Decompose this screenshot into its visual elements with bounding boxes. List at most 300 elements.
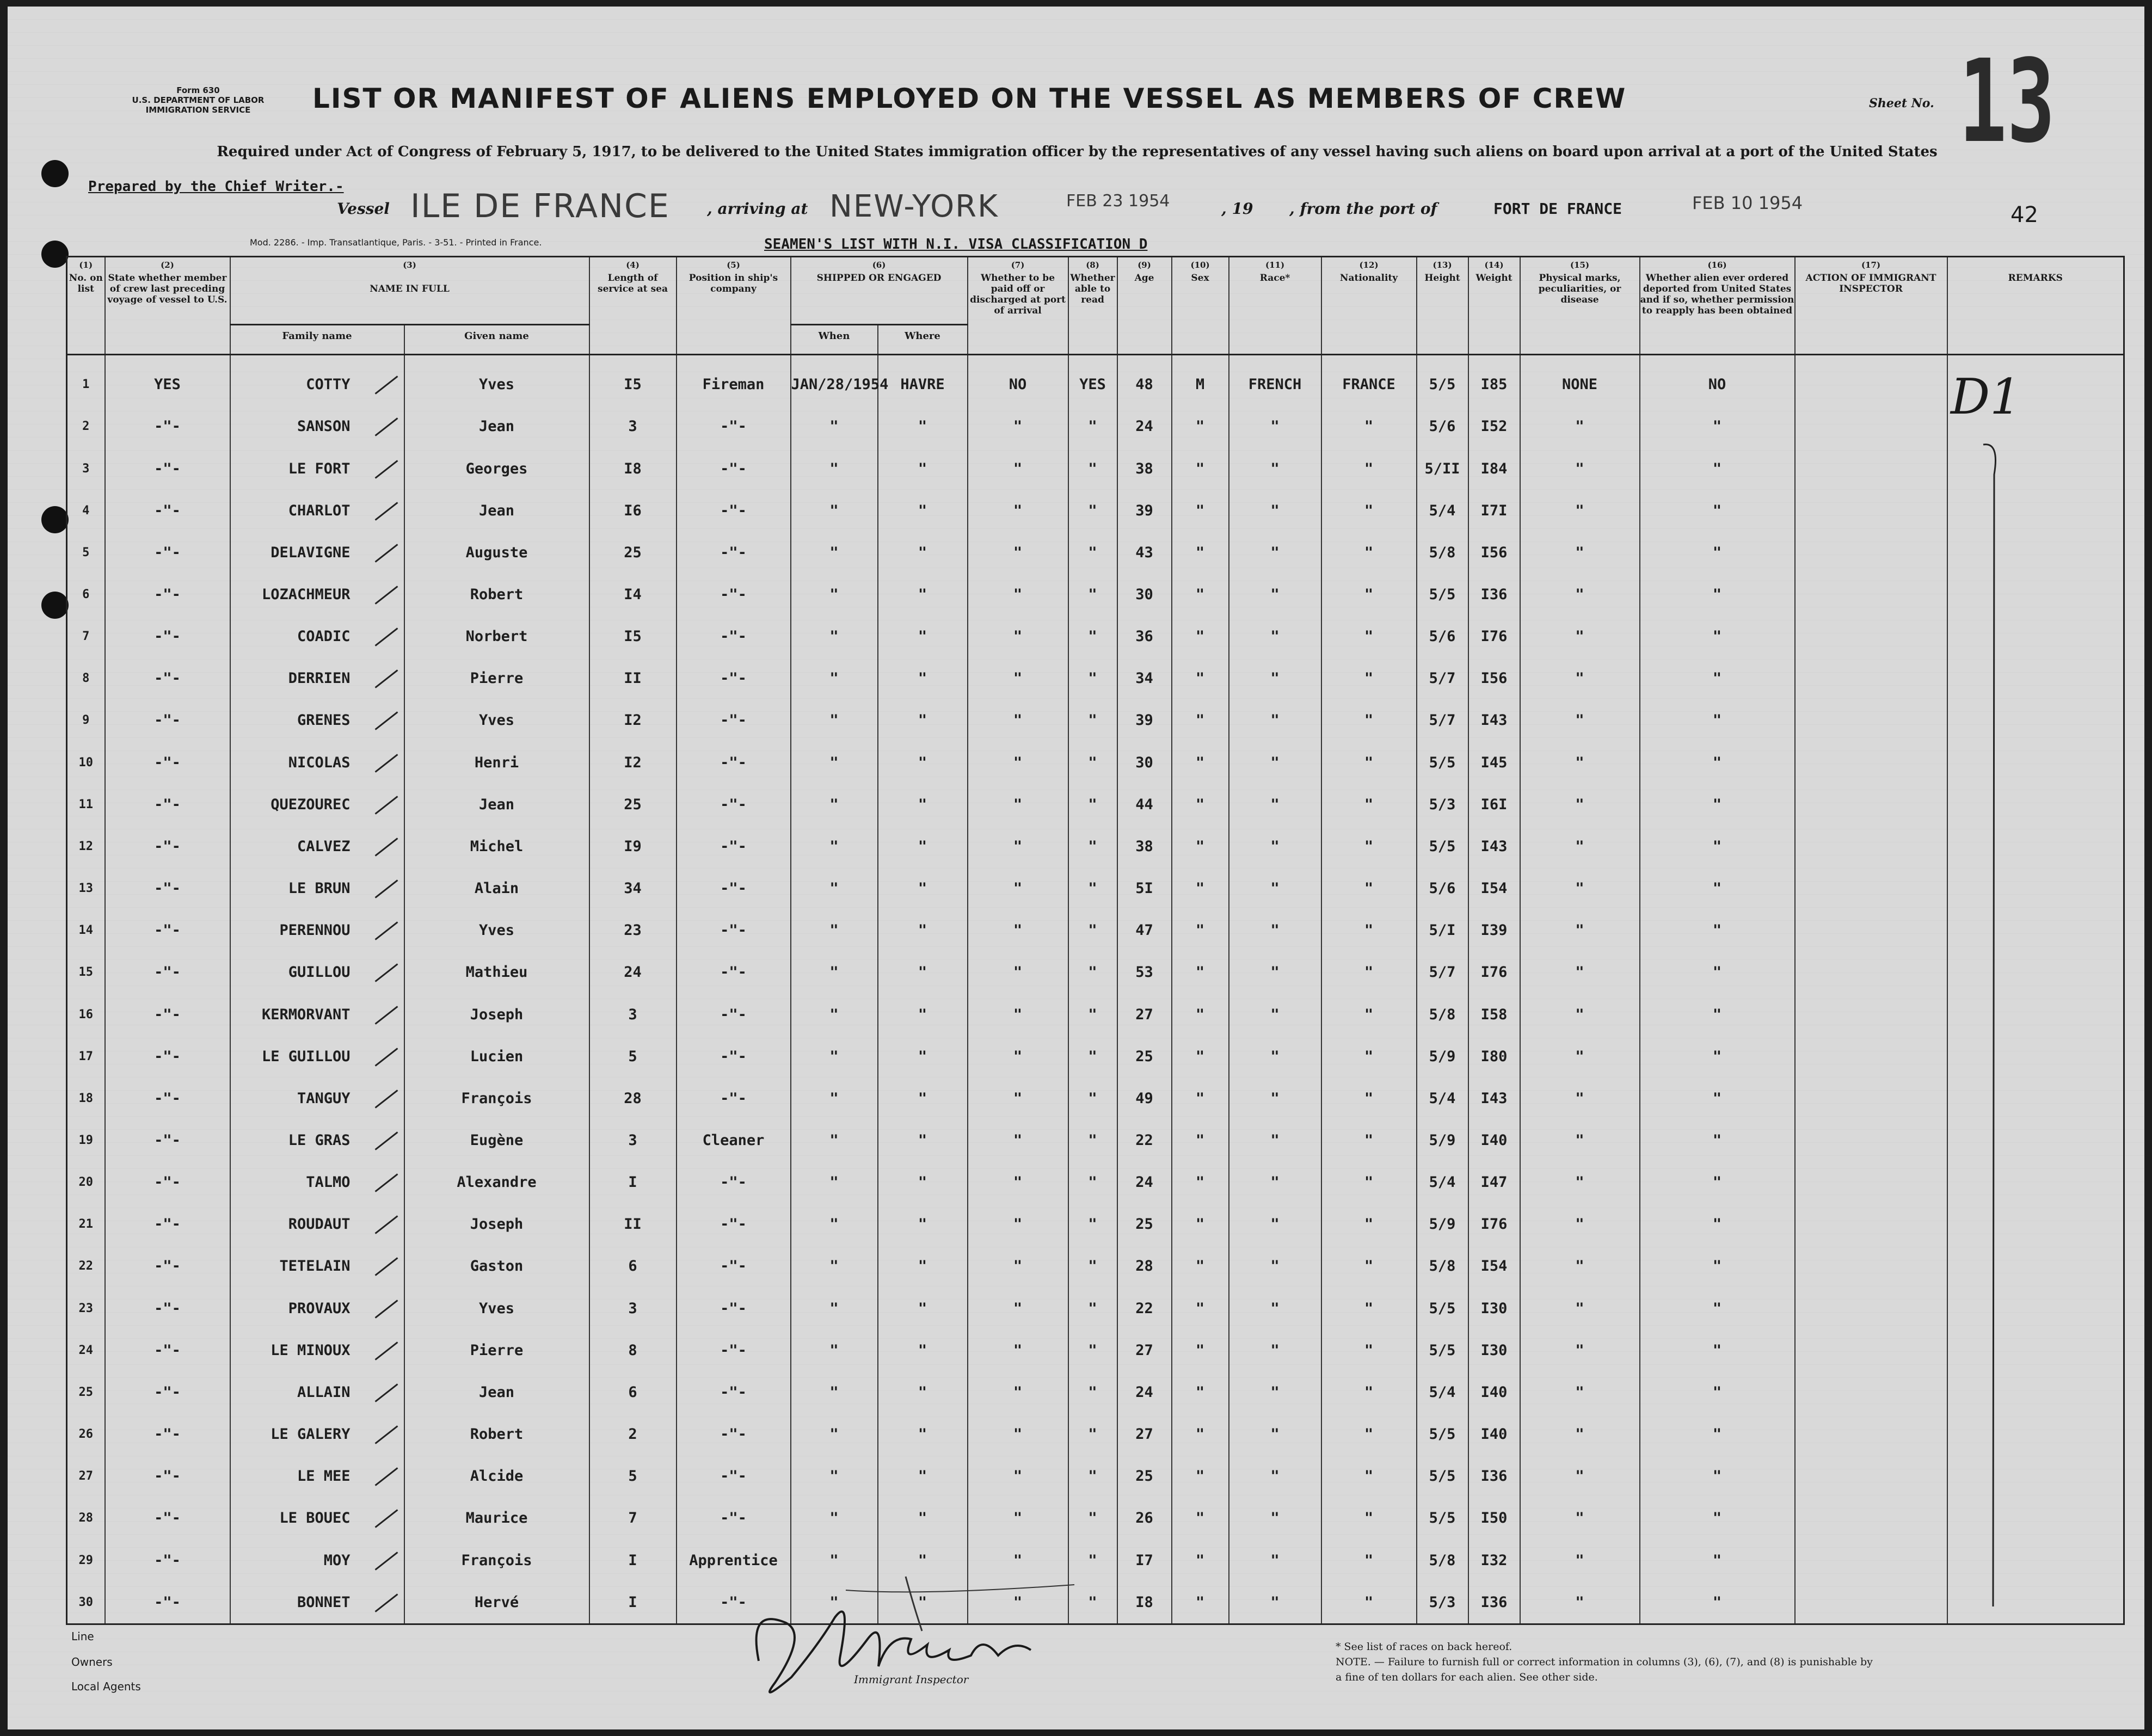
- check-mark-icon: [374, 1383, 398, 1402]
- cell-crew-status: -"-: [105, 490, 230, 532]
- cell-list-no: 7: [67, 615, 105, 657]
- cell-given-name: Jean: [404, 490, 589, 532]
- cell-weight: I7I: [1468, 490, 1520, 532]
- cell-weight: I36: [1468, 574, 1520, 615]
- cell-given-name: Gaston: [404, 1245, 589, 1287]
- cell-weight: I43: [1468, 826, 1520, 867]
- cell-inspector-action: [1795, 405, 1947, 447]
- cell-weight: I39: [1468, 909, 1520, 951]
- cell-paid-off: ": [968, 405, 1068, 447]
- cell-able-to-read: ": [1068, 742, 1117, 784]
- departure-port: FORT DE FRANCE: [1493, 200, 1622, 218]
- check-mark-icon: [374, 1552, 398, 1570]
- cell-given-name: Alain: [404, 867, 589, 909]
- cell-race: ": [1229, 742, 1321, 784]
- cell-height: 5/8: [1417, 1245, 1468, 1287]
- cell-deported: ": [1640, 867, 1795, 909]
- cell-service-length: I6: [589, 490, 677, 532]
- cell-deported: NO: [1640, 355, 1795, 406]
- cell-nationality: ": [1321, 1288, 1417, 1329]
- cell-remarks: [1947, 993, 2124, 1035]
- cell-service-length: I8: [589, 447, 677, 489]
- crew-row: [67, 993, 2124, 1035]
- cell-deported: ": [1640, 699, 1795, 741]
- cell-able-to-read: ": [1068, 447, 1117, 489]
- cell-sex: ": [1172, 826, 1229, 867]
- check-mark-icon: [374, 754, 398, 772]
- cell-shipped-when: ": [791, 657, 878, 699]
- cell-list-no: 9: [67, 699, 105, 741]
- crew-rows: [67, 355, 2124, 1624]
- check-mark-icon: [374, 1593, 398, 1612]
- cell-service-length: I: [589, 1581, 677, 1624]
- cell-family-name: CHARLOT: [230, 490, 404, 532]
- cell-inspector-action: [1795, 1036, 1947, 1078]
- cell-age: I7: [1117, 1539, 1172, 1581]
- cell-deported: ": [1640, 1581, 1795, 1624]
- cell-physical-marks: ": [1520, 1288, 1640, 1329]
- cell-shipped-where: ": [878, 1036, 968, 1078]
- cell-race: ": [1229, 1203, 1321, 1245]
- cell-position: -"-: [677, 1203, 791, 1245]
- cell-shipped-where: ": [878, 532, 968, 574]
- col-crew-status: (2) State whether member of crew last preceding voyage of vessel to U.S.: [105, 257, 230, 355]
- cell-age: 38: [1117, 447, 1172, 489]
- cell-shipped-when: ": [791, 826, 878, 867]
- cell-service-length: I2: [589, 699, 677, 741]
- cell-sex: ": [1172, 1329, 1229, 1371]
- service: IMMIGRATION SERVICE: [145, 105, 251, 115]
- crew-row: [67, 951, 2124, 993]
- cell-nationality: ": [1321, 784, 1417, 826]
- cell-height: 5/5: [1417, 1288, 1468, 1329]
- cell-paid-off: ": [968, 615, 1068, 657]
- cell-nationality: ": [1321, 1245, 1417, 1287]
- cell-nationality: ": [1321, 447, 1417, 489]
- cell-list-no: 20: [67, 1161, 105, 1203]
- cell-sex: ": [1172, 951, 1229, 993]
- cell-nationality: ": [1321, 826, 1417, 867]
- cell-inspector-action: [1795, 826, 1947, 867]
- cell-remarks: [1947, 574, 2124, 615]
- cell-nationality: ": [1321, 574, 1417, 615]
- cell-family-name: LE FORT: [230, 447, 404, 489]
- cell-race: ": [1229, 784, 1321, 826]
- cell-age: 27: [1117, 993, 1172, 1035]
- cell-physical-marks: ": [1520, 1245, 1640, 1287]
- cell-age: 24: [1117, 1371, 1172, 1413]
- cell-weight: I85: [1468, 355, 1520, 406]
- cell-family-name: DELAVIGNE: [230, 532, 404, 574]
- cell-nationality: ": [1321, 951, 1417, 993]
- cell-inspector-action: [1795, 951, 1947, 993]
- cell-height: 5/6: [1417, 615, 1468, 657]
- cell-race: ": [1229, 1371, 1321, 1413]
- cell-crew-status: -"-: [105, 1203, 230, 1245]
- cell-position: -"-: [677, 951, 791, 993]
- cell-crew-status: -"-: [105, 574, 230, 615]
- check-mark-icon: [374, 712, 398, 730]
- cell-given-name: Yves: [404, 909, 589, 951]
- cell-paid-off: ": [968, 1371, 1068, 1413]
- crew-row: [67, 447, 2124, 489]
- from-port-label: , from the port of: [1289, 200, 1437, 218]
- cell-paid-off: ": [968, 909, 1068, 951]
- cell-given-name: Pierre: [404, 1329, 589, 1371]
- manifest-title: LIST OR MANIFEST OF ALIENS EMPLOYED ON THE VESSEL AS MEMBERS OF CREW: [312, 83, 1627, 114]
- cell-inspector-action: [1795, 1288, 1947, 1329]
- cell-service-length: 3: [589, 1119, 677, 1161]
- crew-row: [67, 1288, 2124, 1329]
- cell-paid-off: ": [968, 1245, 1068, 1287]
- cell-race: ": [1229, 909, 1321, 951]
- col-remarks: REMARKS: [1947, 257, 2124, 355]
- check-mark-icon: [374, 627, 398, 646]
- cell-service-length: 28: [589, 1078, 677, 1119]
- check-mark-icon: [374, 922, 398, 940]
- check-mark-icon: [374, 670, 398, 688]
- cell-shipped-when: ": [791, 405, 878, 447]
- cell-sex: ": [1172, 1288, 1229, 1329]
- cell-height: 5/5: [1417, 1455, 1468, 1497]
- cell-paid-off: ": [968, 1078, 1068, 1119]
- cell-crew-status: -"-: [105, 1288, 230, 1329]
- cell-weight: I56: [1468, 532, 1520, 574]
- cell-sex: ": [1172, 1581, 1229, 1624]
- cell-list-no: 26: [67, 1413, 105, 1455]
- cell-paid-off: ": [968, 1036, 1068, 1078]
- cell-shipped-where: ": [878, 1371, 968, 1413]
- crew-row: [67, 699, 2124, 741]
- cell-given-name: Joseph: [404, 1203, 589, 1245]
- cell-physical-marks: ": [1520, 490, 1640, 532]
- cell-remarks: [1947, 1119, 2124, 1161]
- cell-race: ": [1229, 1539, 1321, 1581]
- cell-deported: ": [1640, 1288, 1795, 1329]
- cell-paid-off: ": [968, 1413, 1068, 1455]
- cell-family-name: KERMORVANT: [230, 993, 404, 1035]
- cell-remarks: [1947, 615, 2124, 657]
- cell-family-name: TANGUY: [230, 1078, 404, 1119]
- cell-crew-status: -"-: [105, 1455, 230, 1497]
- vessel-name: ILE DE FRANCE: [410, 187, 670, 225]
- cell-physical-marks: ": [1520, 993, 1640, 1035]
- cell-sex: ": [1172, 1078, 1229, 1119]
- cell-crew-status: -"-: [105, 1329, 230, 1371]
- cell-service-length: 3: [589, 405, 677, 447]
- cell-race: ": [1229, 532, 1321, 574]
- cell-remarks: [1947, 1203, 2124, 1245]
- cell-race: ": [1229, 1161, 1321, 1203]
- cell-list-no: 21: [67, 1203, 105, 1245]
- penalty-note: NOTE. — Failure to furnish full or correct information in columns (3), (6), (7), and (8) is punishable by a fine of ten dollars for each alien. See other side.: [1336, 1656, 1873, 1683]
- cell-inspector-action: [1795, 447, 1947, 489]
- visa-classification: SEAMEN'S LIST WITH N.I. VISA CLASSIFICATION D: [764, 236, 1148, 253]
- cell-given-name: Georges: [404, 447, 589, 489]
- cell-height: 5/4: [1417, 1078, 1468, 1119]
- cell-list-no: 10: [67, 742, 105, 784]
- cell-service-length: 6: [589, 1245, 677, 1287]
- cell-list-no: 25: [67, 1371, 105, 1413]
- cell-remarks: [1947, 742, 2124, 784]
- cell-height: 5/9: [1417, 1203, 1468, 1245]
- cell-weight: I47: [1468, 1161, 1520, 1203]
- cell-list-no: 1: [67, 355, 105, 406]
- cell-sex: ": [1172, 532, 1229, 574]
- cell-paid-off: ": [968, 1288, 1068, 1329]
- cell-physical-marks: ": [1520, 615, 1640, 657]
- cell-paid-off: ": [968, 1329, 1068, 1371]
- cell-crew-status: -"-: [105, 1078, 230, 1119]
- cell-weight: I76: [1468, 1203, 1520, 1245]
- cell-weight: I32: [1468, 1539, 1520, 1581]
- cell-deported: ": [1640, 742, 1795, 784]
- cell-height: 5/3: [1417, 784, 1468, 826]
- cell-crew-status: -"-: [105, 1539, 230, 1581]
- cell-race: ": [1229, 405, 1321, 447]
- cell-position: -"-: [677, 532, 791, 574]
- cell-height: 5/8: [1417, 993, 1468, 1035]
- cell-given-name: Yves: [404, 1288, 589, 1329]
- cell-weight: I84: [1468, 447, 1520, 489]
- cell-crew-status: -"-: [105, 1161, 230, 1203]
- cell-position: -"-: [677, 784, 791, 826]
- cell-crew-status: -"-: [105, 532, 230, 574]
- cell-age: 48: [1117, 355, 1172, 406]
- cell-shipped-where: ": [878, 699, 968, 741]
- check-mark-icon: [374, 1300, 398, 1318]
- cell-deported: ": [1640, 1119, 1795, 1161]
- cell-deported: ": [1640, 1245, 1795, 1287]
- cell-shipped-where: ": [878, 867, 968, 909]
- cell-remarks: [1947, 1539, 2124, 1581]
- cell-able-to-read: ": [1068, 1203, 1117, 1245]
- cell-sex: ": [1172, 1161, 1229, 1203]
- cell-able-to-read: ": [1068, 951, 1117, 993]
- cell-sex: ": [1172, 1497, 1229, 1539]
- cell-race: ": [1229, 951, 1321, 993]
- cell-remarks: [1947, 1581, 2124, 1624]
- cell-crew-status: -"-: [105, 1245, 230, 1287]
- cell-able-to-read: ": [1068, 1581, 1117, 1624]
- cell-list-no: 12: [67, 826, 105, 867]
- crew-row: [67, 1413, 2124, 1455]
- cell-race: ": [1229, 1119, 1321, 1161]
- cell-remarks: [1947, 1455, 2124, 1497]
- year-label: , 19: [1221, 200, 1253, 218]
- cell-nationality: ": [1321, 1371, 1417, 1413]
- cell-physical-marks: ": [1520, 951, 1640, 993]
- cell-able-to-read: ": [1068, 1078, 1117, 1119]
- cell-service-length: 24: [589, 951, 677, 993]
- col-shipped-where: Where: [878, 325, 968, 355]
- cell-paid-off: NO: [968, 355, 1068, 406]
- cell-deported: ": [1640, 1036, 1795, 1078]
- cell-nationality: ": [1321, 993, 1417, 1035]
- cell-weight: I54: [1468, 1245, 1520, 1287]
- cell-family-name: TETELAIN: [230, 1245, 404, 1287]
- cell-sex: M: [1172, 355, 1229, 406]
- cell-race: ": [1229, 867, 1321, 909]
- col-physical-marks: (15) Physical marks, peculiarities, or disease: [1520, 257, 1640, 355]
- crew-row: [67, 355, 2124, 406]
- cell-deported: ": [1640, 1161, 1795, 1203]
- cell-sex: ": [1172, 657, 1229, 699]
- cell-able-to-read: ": [1068, 1036, 1117, 1078]
- sheet-number: 13: [1959, 35, 2056, 168]
- cell-deported: ": [1640, 826, 1795, 867]
- cell-crew-status: -"-: [105, 1371, 230, 1413]
- remarks-handwritten: D1: [1951, 368, 2021, 426]
- cell-shipped-when: ": [791, 951, 878, 993]
- check-mark-icon: [374, 1131, 398, 1150]
- cell-service-length: I: [589, 1161, 677, 1203]
- cell-physical-marks: ": [1520, 1078, 1640, 1119]
- cell-family-name: SANSON: [230, 405, 404, 447]
- cell-shipped-where: ": [878, 447, 968, 489]
- cell-given-name: Jean: [404, 405, 589, 447]
- cell-given-name: Jean: [404, 784, 589, 826]
- cell-crew-status: YES: [105, 355, 230, 406]
- cell-weight: I40: [1468, 1371, 1520, 1413]
- cell-race: ": [1229, 1245, 1321, 1287]
- cell-remarks: [1947, 909, 2124, 951]
- cell-service-length: 5: [589, 1036, 677, 1078]
- cell-position: Apprentice: [677, 1539, 791, 1581]
- cell-nationality: ": [1321, 1036, 1417, 1078]
- cell-shipped-where: ": [878, 1245, 968, 1287]
- cell-able-to-read: ": [1068, 405, 1117, 447]
- crew-row: [67, 1036, 2124, 1078]
- cell-crew-status: -"-: [105, 1036, 230, 1078]
- check-mark-icon: [374, 1468, 398, 1486]
- cell-given-name: Hervé: [404, 1581, 589, 1624]
- cell-position: -"-: [677, 1581, 791, 1624]
- cell-race: ": [1229, 1329, 1321, 1371]
- cell-position: -"-: [677, 1078, 791, 1119]
- cell-age: 30: [1117, 574, 1172, 615]
- check-mark-icon: [374, 1510, 398, 1528]
- cell-age: 28: [1117, 1245, 1172, 1287]
- cell-inspector-action: [1795, 1455, 1947, 1497]
- cell-family-name: LE MEE: [230, 1455, 404, 1497]
- cell-paid-off: ": [968, 1161, 1068, 1203]
- check-mark-icon: [374, 586, 398, 604]
- cell-weight: I36: [1468, 1455, 1520, 1497]
- cell-height: 5/6: [1417, 867, 1468, 909]
- cell-family-name: LE GUILLOU: [230, 1036, 404, 1078]
- cell-deported: ": [1640, 909, 1795, 951]
- cell-remarks: [1947, 490, 2124, 532]
- cell-deported: ": [1640, 1078, 1795, 1119]
- cell-height: 5/II: [1417, 447, 1468, 489]
- cell-able-to-read: ": [1068, 615, 1117, 657]
- cell-age: 30: [1117, 742, 1172, 784]
- cell-deported: ": [1640, 1497, 1795, 1539]
- cell-height: 5/7: [1417, 951, 1468, 993]
- cell-given-name: Yves: [404, 699, 589, 741]
- crew-row: [67, 1329, 2124, 1371]
- cell-sex: ": [1172, 1413, 1229, 1455]
- cell-age: 39: [1117, 699, 1172, 741]
- cell-race: ": [1229, 657, 1321, 699]
- cell-weight: I43: [1468, 699, 1520, 741]
- cell-sex: ": [1172, 699, 1229, 741]
- cell-physical-marks: ": [1520, 447, 1640, 489]
- cell-list-no: 8: [67, 657, 105, 699]
- form-number: Form 630: [176, 85, 220, 95]
- cell-sex: ": [1172, 615, 1229, 657]
- cell-shipped-where: ": [878, 1078, 968, 1119]
- check-mark-icon: [374, 460, 398, 478]
- cell-inspector-action: [1795, 490, 1947, 532]
- departure-date-stamp: FEB 10 1954: [1692, 193, 1803, 213]
- cell-list-no: 16: [67, 993, 105, 1035]
- inspector-label: Immigrant Inspector: [854, 1673, 969, 1686]
- cell-shipped-where: ": [878, 1455, 968, 1497]
- cell-deported: ": [1640, 1413, 1795, 1455]
- cell-nationality: ": [1321, 1203, 1417, 1245]
- cell-shipped-where: ": [878, 657, 968, 699]
- cell-given-name: Robert: [404, 1413, 589, 1455]
- cell-family-name: LE BRUN: [230, 867, 404, 909]
- cell-remarks: [1947, 951, 2124, 993]
- cell-height: 5/5: [1417, 1497, 1468, 1539]
- cell-age: 22: [1117, 1288, 1172, 1329]
- cell-position: -"-: [677, 1497, 791, 1539]
- cell-shipped-when: ": [791, 867, 878, 909]
- cell-paid-off: ": [968, 574, 1068, 615]
- cell-list-no: 29: [67, 1539, 105, 1581]
- cell-remarks: [1947, 867, 2124, 909]
- arrival-date-stamp: FEB 23 1954: [1066, 192, 1170, 211]
- cell-position: -"-: [677, 699, 791, 741]
- cell-able-to-read: ": [1068, 490, 1117, 532]
- crew-row: [67, 742, 2124, 784]
- cell-inspector-action: [1795, 867, 1947, 909]
- cell-shipped-when: ": [791, 1161, 878, 1203]
- cell-family-name: CALVEZ: [230, 826, 404, 867]
- cell-age: 25: [1117, 1203, 1172, 1245]
- col-position: (5) Position in ship's company: [677, 257, 791, 355]
- cell-age: 44: [1117, 784, 1172, 826]
- cell-paid-off: ": [968, 1497, 1068, 1539]
- cell-list-no: 2: [67, 405, 105, 447]
- cell-paid-off: ": [968, 784, 1068, 826]
- cell-family-name: DERRIEN: [230, 657, 404, 699]
- cell-race: ": [1229, 490, 1321, 532]
- cell-sex: ": [1172, 993, 1229, 1035]
- cell-age: 49: [1117, 1078, 1172, 1119]
- cell-deported: ": [1640, 951, 1795, 993]
- cell-list-no: 13: [67, 867, 105, 909]
- cell-able-to-read: ": [1068, 1455, 1117, 1497]
- cell-crew-status: -"-: [105, 1581, 230, 1624]
- cell-height: 5/4: [1417, 1161, 1468, 1203]
- cell-sex: ": [1172, 1203, 1229, 1245]
- cell-physical-marks: ": [1520, 699, 1640, 741]
- punch-hole: [41, 506, 69, 533]
- cell-age: 27: [1117, 1329, 1172, 1371]
- cell-inspector-action: [1795, 1371, 1947, 1413]
- cell-crew-status: -"-: [105, 951, 230, 993]
- cell-age: 47: [1117, 909, 1172, 951]
- printer-line: Mod. 2286. - Imp. Transatlantique, Paris. - 3-51. - Printed in France.: [250, 237, 542, 248]
- crew-row: [67, 405, 2124, 447]
- cell-paid-off: ": [968, 532, 1068, 574]
- cell-sex: ": [1172, 1245, 1229, 1287]
- cell-family-name: GRENES: [230, 699, 404, 741]
